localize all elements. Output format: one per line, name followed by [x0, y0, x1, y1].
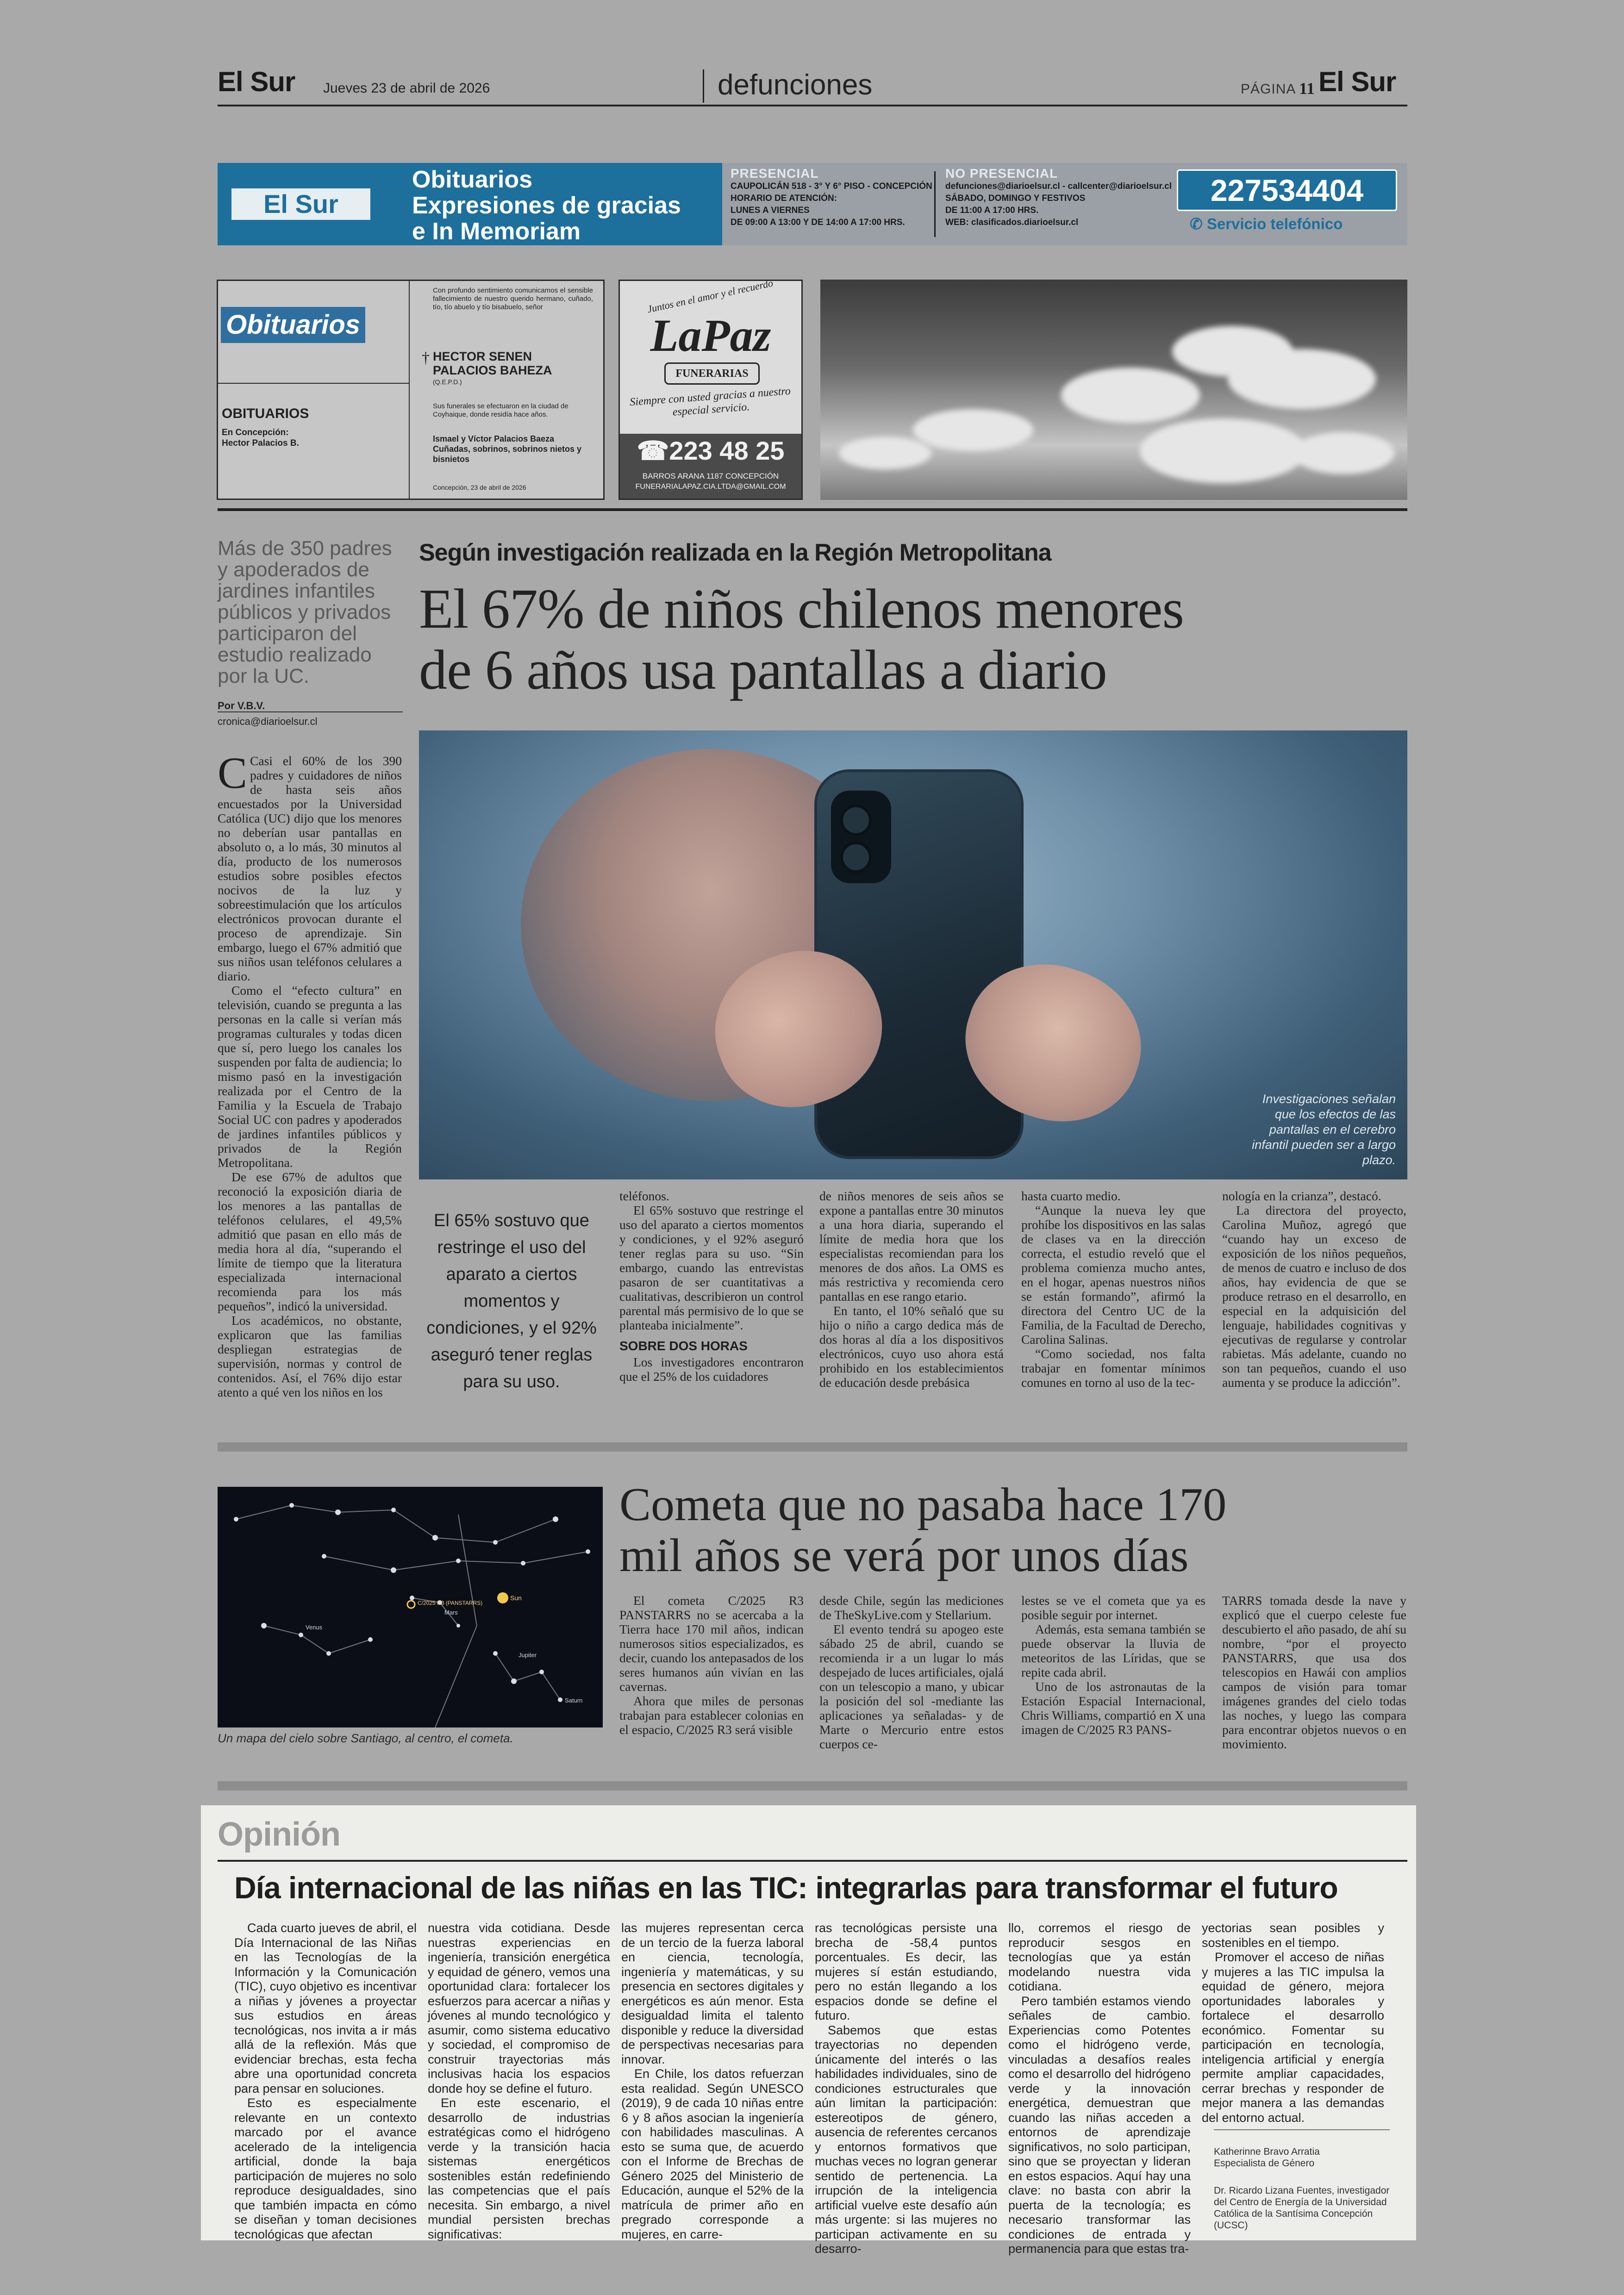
banner-title: [412, 167, 681, 244]
opinion-column-4: [815, 1921, 997, 2257]
page-number: 11: [1299, 79, 1315, 98]
paragraph: las mujeres representan cerca de un tercio de la fuerza laboral en ciencia, tecnología, ingeniería y matemáticas, y su presencia en sectores digitales y energéticos es aún menor. Esta desigualdad limita el talento disponible y reduce la diversidad de perspectivas necesarias para innovar.: [621, 1921, 804, 2066]
lapaz-slogan: Siempre con usted gracias a nuestro especial servicio.: [629, 385, 791, 418]
deceased-name: HECTOR SENEN PALACIOS BAHEZA: [433, 349, 552, 377]
camera-lens: [840, 804, 872, 836]
opinion-rule: [218, 1860, 1407, 1862]
lead-note: Más de 350 padres y apoderados de jardines infantiles públicos y privados participaron del estudio realizado por la UC.: [218, 537, 392, 687]
paragraph-text: Casi el 60% de los 390 padres y cuidadores de niños de hasta seis años encuestados por la Universidad Católica (UC) dijo que los menores no deberían usar pantallas en absoluto o, a lo más, 30 minutos al día, producto de los numerosos estudios sobre posibles efectos nocivos de la luz y sobreestimulación que los artículos electrónicos provocan durante el proceso de aprendizaje. Sin embargo, luego el 67% admitió que sus niños usan teléfonos celulares a diario.: [218, 754, 402, 983]
planet-label: Saturn: [565, 1697, 583, 1704]
story-column-3: [819, 1189, 1004, 1390]
paragraph: En este escenario, el desarrollo de industrias estratégicas como el hidrógeno verde y la transición hacia sistemas energéticos sostenibles están redefiniendo las competencias que el país necesita. Sin embargo, a nivel mundial persisten brechas significativas:: [428, 2096, 610, 2241]
presencial-line: DE 09:00 A 13:00 Y DE 14:00 A 17:00 HRS.: [731, 218, 905, 227]
banner-title-line-3: e In Memoriam: [412, 218, 581, 245]
planet-label: Jupiter: [518, 1652, 537, 1659]
byline-email[interactable]: cronica@diarioelsur.cl: [218, 716, 318, 727]
paragraph: El 65% sostuvo que restringe el uso del aparato a ciertos momentos y condiciones, y el 92% aseguró tener reglas para su uso. “Sin embargo, cuando las entrevistas pasaron de ser cuantitativas a cualitativas, describieron un control parental más permisivo de lo que se planteaba inicialmente”.: [619, 1203, 804, 1332]
no-presencial-title: NO PRESENCIAL: [945, 166, 1058, 181]
author-1: [1214, 2146, 1390, 2169]
no-presencial-line: DE 11:00 A 17:00 HRS.: [945, 206, 1039, 215]
cross-icon: †: [422, 349, 430, 367]
paragraph: [218, 748, 402, 983]
byline: [218, 699, 265, 713]
paragraph: Los académicos, no obstante, explicaron que las familias despliegan estrategias de supervisión, normas y control de contenidos. Así, el 76% dijo estar atento a qué ven los niños en los: [218, 1313, 402, 1399]
obituary-heading: OBITUARIOS: [222, 406, 309, 421]
page-label: PÁGINA: [1241, 81, 1296, 97]
lapaz-name: LaPaz: [650, 310, 771, 361]
obituary-date: Concepción, 23 de abril de 2026: [433, 484, 526, 491]
opinion-column-6: [1202, 1921, 1384, 2125]
presencial-line: CAUPOLICÁN 518 - 3° Y 6° PISO - CONCEPCIÓN: [731, 181, 932, 191]
planet-label: Mars: [444, 1609, 458, 1616]
lapaz-phone[interactable]: [620, 436, 801, 466]
paragraph: Ahora que miles de personas trabajan para establecer colonias en el espacio, C/2025 R3 será visible: [619, 1694, 804, 1737]
paragraph: llo, corremos el riesgo de reproducir sesgos en tecnologías que ya están modelando nuestra vida cotidiana.: [1008, 1921, 1191, 1993]
obituary-logo-box: [218, 281, 410, 384]
section-title: defunciones: [718, 69, 873, 101]
opinion-headline: Día internacional de las niñas en las TIC: integrarlas para transformar el futuro: [234, 1871, 1338, 1905]
paragraph: de niños menores de seis años se expone a pantallas entre 30 minutos a una hora diaria, superando el límite de media hora que los especialistas recomiendan para los menores de dos años. La OMS es más restrictiva y recomienda cero pantallas en ese rango etario.: [819, 1189, 1004, 1303]
obituary-service-banner: [218, 163, 1407, 245]
story-column-4: [1021, 1189, 1206, 1390]
author-role: Especialista de Género: [1214, 2158, 1315, 2169]
paragraph: Promover el acceso de niñas y mujeres a las TIC impulsa la equidad de género, mejora oportunidades laborales y fortalece el desarrollo económico. Fomentar su participación en tecnología, inteligencia artificial y energía permite ampliar capacidades, cerrar brechas y responder de mejor manera a las demandas del entorno actual.: [1202, 1950, 1384, 2125]
paragraph: De ese 67% de adultos que reconoció la exposición diaria de los menores a las pantallas de teléfonos celulares, el 49,5% admitió que pasan en ello más de media hora al día, “superando el límite de tiempo que la literatura especializada internacional recomienda para los más pequeños”, indicó la universidad.: [218, 1170, 402, 1313]
paragraph: Pero también estamos viendo señales de cambio. Experiencias como Potentes como el hidrógeno verde, vinculadas a desafíos reales como el desarrollo del hidrógeno verde y la innovación energética, demuestran que cuando las niñas acceden a entornos de aprendizaje significativos, no solo participan, sino que se proyectan y lideran en estos espacios. Aquí hay una clave: no basta con abrir la puerta de la tecnología; es necesario transformar las condiciones de entrada y permanencia para que estas tra-: [1008, 1994, 1191, 2256]
obituary-location: [222, 427, 299, 449]
subhead: SOBRE DOS HORAS: [619, 1339, 748, 1353]
paragraph: Además, esta semana también se puede observar la lluvia de meteoritos de las Líridas, que se repite cada abril.: [1021, 1622, 1206, 1679]
camera-lens: [840, 842, 872, 873]
header-divider: [703, 69, 704, 103]
paragraph: nología en la crianza”, destacó.: [1222, 1189, 1381, 1203]
photo-caption: Investigaciones señalan que los efectos de las pantallas en el cerebro infantil pueden ser a largo plazo.: [1252, 1092, 1396, 1167]
signature-rule: [1214, 2129, 1390, 2130]
presencial-line: HORARIO DE ATENCIÓN:: [731, 193, 837, 203]
no-presencial-line: SÁBADO, DOMINGO Y FESTIVOS: [945, 193, 1086, 203]
lapaz-top-script: Juntos en el amor y el recuerdo: [646, 277, 774, 315]
opinion-column-1: [234, 1921, 417, 2242]
author-2: Dr. Ricardo Lizana Fuentes, investigador del Centro de Energía de la Universidad Católica de la Santísima Concepción (UCSC): [1214, 2185, 1390, 2231]
paragraph: TARRS tomada desde la nave y explicó que el cuerpo celeste fue descubierto el año pasado, de ahí su nombre, “por el proyecto PANSTARRS, que usa dos telescopios en Hawái con amplios campos de visión para tomar imágenes grandes del cielo todas las noches, y luego las compara para encontrar objetos nuevos o en movimiento.: [1222, 1593, 1406, 1751]
comet-headline-line-2: mil años se verá por unos días: [619, 1529, 1189, 1582]
paragraph: desde Chile, según las mediciones de TheSkyLive.com y Stellarium.: [819, 1593, 1004, 1622]
banner-logo: El Sur: [231, 188, 370, 220]
location-text: En Concepción:: [222, 428, 289, 437]
story-column-2: [619, 1189, 804, 1384]
opinion-column-3: [621, 1921, 804, 2242]
notice-divider: [409, 281, 410, 499]
paragraph: “Aunque la nueva ley que prohíbe los dispositivos en las salas de clases va en la dirección correcta, el estudio reveló que el problema comienza mucho antes, en el hogar, apenas nuestros niños se están formando”, afirmó la directora del Centro UC de la Familia, de la Facultad de Derecho, Carolina Salinas.: [1021, 1203, 1206, 1347]
masthead-left: El Sur: [218, 66, 295, 97]
headline: [419, 579, 1391, 701]
pull-quote: El 65% sostuvo que restringe el uso del aparato a ciertos momentos y condiciones, y el 92% aseguró tener reglas para su uso.: [426, 1211, 597, 1391]
paragraph: En tanto, el 10% señaló que su hijo o niño a cargo dedica más de dos horas al día a los dispositivos electrónicos, cuyo uso ahora está prohibido en los establecimientos de educación desde prebásica: [819, 1303, 1004, 1390]
constellation-lines: [218, 1487, 603, 1727]
paragraph: nuestra vida cotidiana. Desde nuestras experiencias en ingeniería, transición energética y equidad de género, vemos una oportunidad clara: fortalecer los esfuerzos para acercar a niñas y jóvenes al mundo tecnológico y asumir, como sistema educativo y sociedad, el compromiso de construir trayectorias más inclusivas hacia los espacios donde hoy se define el futuro.: [428, 1921, 610, 2095]
child-with-phone-photo: [419, 730, 1407, 1179]
banner-title-line-2: Expresiones de gracias: [412, 192, 681, 219]
presencial-line: LUNES A VIERNES: [731, 206, 810, 215]
section-rule: [218, 508, 1407, 511]
paragraph: Uno de los astronautas de la Estación Espacial Internacional, Chris Williams, compartió en X una imagen de C/2025 R3 PANS-: [1021, 1679, 1206, 1737]
paragraph: ras tecnológicas persiste una brecha de -58,4 puntos porcentuales. Es decir, las mujeres sí están estudiando, pero no están llegando a los espacios donde se define el futuro.: [815, 1921, 997, 2022]
banner-title-line-1: Obituarios: [412, 166, 533, 193]
comet-column-2: [819, 1593, 1004, 1751]
lapaz-phone-number: 223 48 25: [669, 436, 785, 465]
comet-label: C/2025 R3 (PANSTARRS): [418, 1600, 483, 1606]
paragraph: Los investigadores encontraron que el 25% de los cuidadores: [619, 1355, 804, 1384]
lapaz-funeral-ad: [618, 277, 803, 500]
phone-icon: ✆: [1190, 215, 1207, 232]
header-rule: [218, 105, 1407, 106]
byline-name: Por V.B.V.: [218, 700, 265, 711]
planet-label: Venus: [306, 1624, 323, 1631]
banner-divider: [934, 171, 936, 237]
banner-phone-number[interactable]: 227534404: [1177, 169, 1397, 211]
paragraph: teléfonos.: [619, 1189, 669, 1203]
obituary-intro: Con profundo sentimiento comunicamos el sensible fallecimiento de nuestro querido hermano, cuñado, tío, tío abuelo y tío bisabuelo, señor: [433, 287, 593, 311]
paragraph: La directora del proyecto, Carolina Muñoz, agregó que “cuando hay un exceso de exposición de los niños pequeños, de menos de cuatro e incluso de dos años, hay evidencia de que se produce retraso en el desarrollo, en especial en la adquisición del lenguaje, habilidades cognitivas y ejecutivas de regularse y controlar rabietas. Más adelante, cuando no son tan pequeños, cuando el uso aumenta y se produce la adicción”.: [1222, 1203, 1406, 1390]
opinion-column-5: [1008, 1921, 1191, 2257]
paragraph: “Como sociedad, nos falta trabajar en fomentar mínimos comunes en torno al uso de la tec-: [1021, 1347, 1206, 1390]
family-text: Ismael y Víctor Palacios Baeza Cuñadas, sobrinos, sobrinos nietos y bisnietos: [433, 434, 582, 464]
lapaz-address: BARROS ARANA 1187 CONCEPCIÓN: [642, 472, 779, 480]
phone-icon: ☎: [637, 436, 669, 465]
star-map-caption: Un mapa del cielo sobre Santiago, al centro, el cometa.: [218, 1731, 513, 1745]
no-presencial-line: WEB: clasificados.diarioelsur.cl: [945, 218, 1079, 227]
drop-cap: C: [218, 748, 248, 798]
sun-label: Sun: [510, 1594, 522, 1602]
banner-blue-block: [218, 163, 722, 245]
cloud-sky-photo: [820, 280, 1407, 500]
paragraph: hasta cuarto medio.: [1021, 1189, 1121, 1203]
lapaz-subtitle: FUNERARIAS: [664, 362, 760, 385]
opinion-section-title: Opinión: [218, 1816, 340, 1853]
banner-no-presencial: [945, 168, 1172, 229]
phone-service-text: Servicio telefónico: [1206, 215, 1343, 232]
presencial-title: PRESENCIAL: [731, 166, 819, 181]
comet-column-4: [1222, 1593, 1406, 1751]
masthead-right: El Sur: [1318, 66, 1396, 97]
rip-text: (Q.E.P.D.): [433, 378, 462, 386]
paragraph: Como el “efecto cultura” en televisión, cuando se pregunta a las personas en la calle si verían más programas culturales y todas dicen que sí, pero luego los canales los suspenden por falta de audiencia; lo mismo pasó en la investigación realizada por el Centro de la Familia y la Escuela de Trabajo Social UC con padres y apoderados de jardines infantiles públicos y privados de la Región Metropolitana.: [218, 983, 402, 1170]
banner-presencial: [731, 168, 932, 229]
comet-column-1: [619, 1593, 804, 1737]
paragraph: Sabemos que estas trayectorias no dependen únicamente del interés o las habilidades individuales, sino de condiciones estructurales que aún limitan la participación: estereotipos de género, ausencia de referentes cercanos y entornos formativos que muchas veces no logran generar sentido de pertenencia. La irrupción de la inteligencia artificial vuelve este desafío aún más urgente: si las mujeres no participan activamente en su desarro-: [815, 2023, 997, 2256]
phone-service-label: [1190, 215, 1343, 233]
paragraph: Esto es especialmente relevante en un contexto marcado por el avance acelerado de la inteligencia artificial, donde la baja participación de mujeres no solo reproduce desigualdades, sino que también impacta en cómo se diseñan y toman decisiones tecnológicas que afectan: [234, 2096, 417, 2241]
paragraph: El cometa C/2025 R3 PANSTARRS no se acercaba a la Tierra hace 170 mil años, indican numerosos sitios especializados, es decir, cuando los antepasados de los seres humanos aún vivían en las cavernas.: [619, 1593, 804, 1694]
section-separator: [218, 1442, 1407, 1452]
kicker: Según investigación realizada en la Región Metropolitana: [419, 539, 1051, 566]
paragraph: En Chile, los datos refuerzan esta realidad. Según UNESCO (2019), 9 de cada 10 niñas entre 6 y 8 años asocian la ingeniería con habilidades masculinas. A esto se suma que, de acuerdo con el Informe de Brechas de Género 2025 del Ministerio de Educación, aunque el 52% de la matrícula de primer año en pregrado corresponde a mujeres, en carre-: [621, 2067, 804, 2241]
no-presencial-line: defunciones@diarioelsur.cl - callcenter@diarioelsur.cl: [945, 181, 1172, 191]
headline-line-1: El 67% de niños chilenos menores: [419, 578, 1184, 640]
sky-star-map: [218, 1487, 603, 1727]
obituarios-logo: Obituarios: [221, 307, 365, 343]
paragraph: El evento tendrá su apogeo este sábado 25 de abril, cuando se recomienda ir a un lugar lo más despejado de luces artificiales, ojalá con un telescopio a mano, y ubicar la posición del sol -mediante las aplicaciones ya señaladas- y de Marte o Mercurio entre estos cuerpos ce-: [819, 1622, 1004, 1751]
paragraph: Cada cuarto jueves de abril, el Día Internacional de las Niñas en las Tecnologías de la Información y la Comunicación (TIC), cuyo objetivo es incentivar a niñas y jóvenes a proyectar sus estudios en áreas tecnológicas, nos invita a ir más allá de la reflexión. Más que evidenciar brechas, esta fecha abre una oportunidad concreta para pensar en soluciones.: [234, 1921, 417, 2095]
obituary-name-small: Hector Palacios B.: [222, 438, 299, 448]
opinion-section: [201, 1805, 1416, 2256]
story-column-5: [1222, 1189, 1406, 1390]
opinion-column-2: [428, 1921, 610, 2242]
lapaz-email[interactable]: FUNERARIALAPAZ.CIA.LTDA@GMAIL.COM: [635, 483, 786, 491]
comet-headline-line-1: Cometa que no pasaba hace 170: [619, 1478, 1227, 1531]
funeral-text: Sus funerales se efectuaron en la ciudad de Coyhaique, donde residía hace años.: [433, 402, 568, 418]
paragraph: lestes se ve el cometa que ya es posible seguir por internet.: [1021, 1593, 1206, 1622]
obituary-notice: [217, 280, 605, 500]
author-name: Katherinne Bravo Arratia: [1214, 2146, 1320, 2157]
section-separator: [218, 1781, 1407, 1790]
comet-headline: [619, 1479, 1406, 1581]
headline-line-2: de 6 años usa pantallas a diario: [419, 639, 1107, 701]
comet-column-3: [1021, 1593, 1206, 1737]
story-column-1: [218, 748, 402, 1399]
paragraph: yectorias sean posibles y sostenibles en el tiempo.: [1202, 1921, 1384, 1950]
issue-date: Jueves 23 de abril de 2026: [323, 81, 490, 96]
